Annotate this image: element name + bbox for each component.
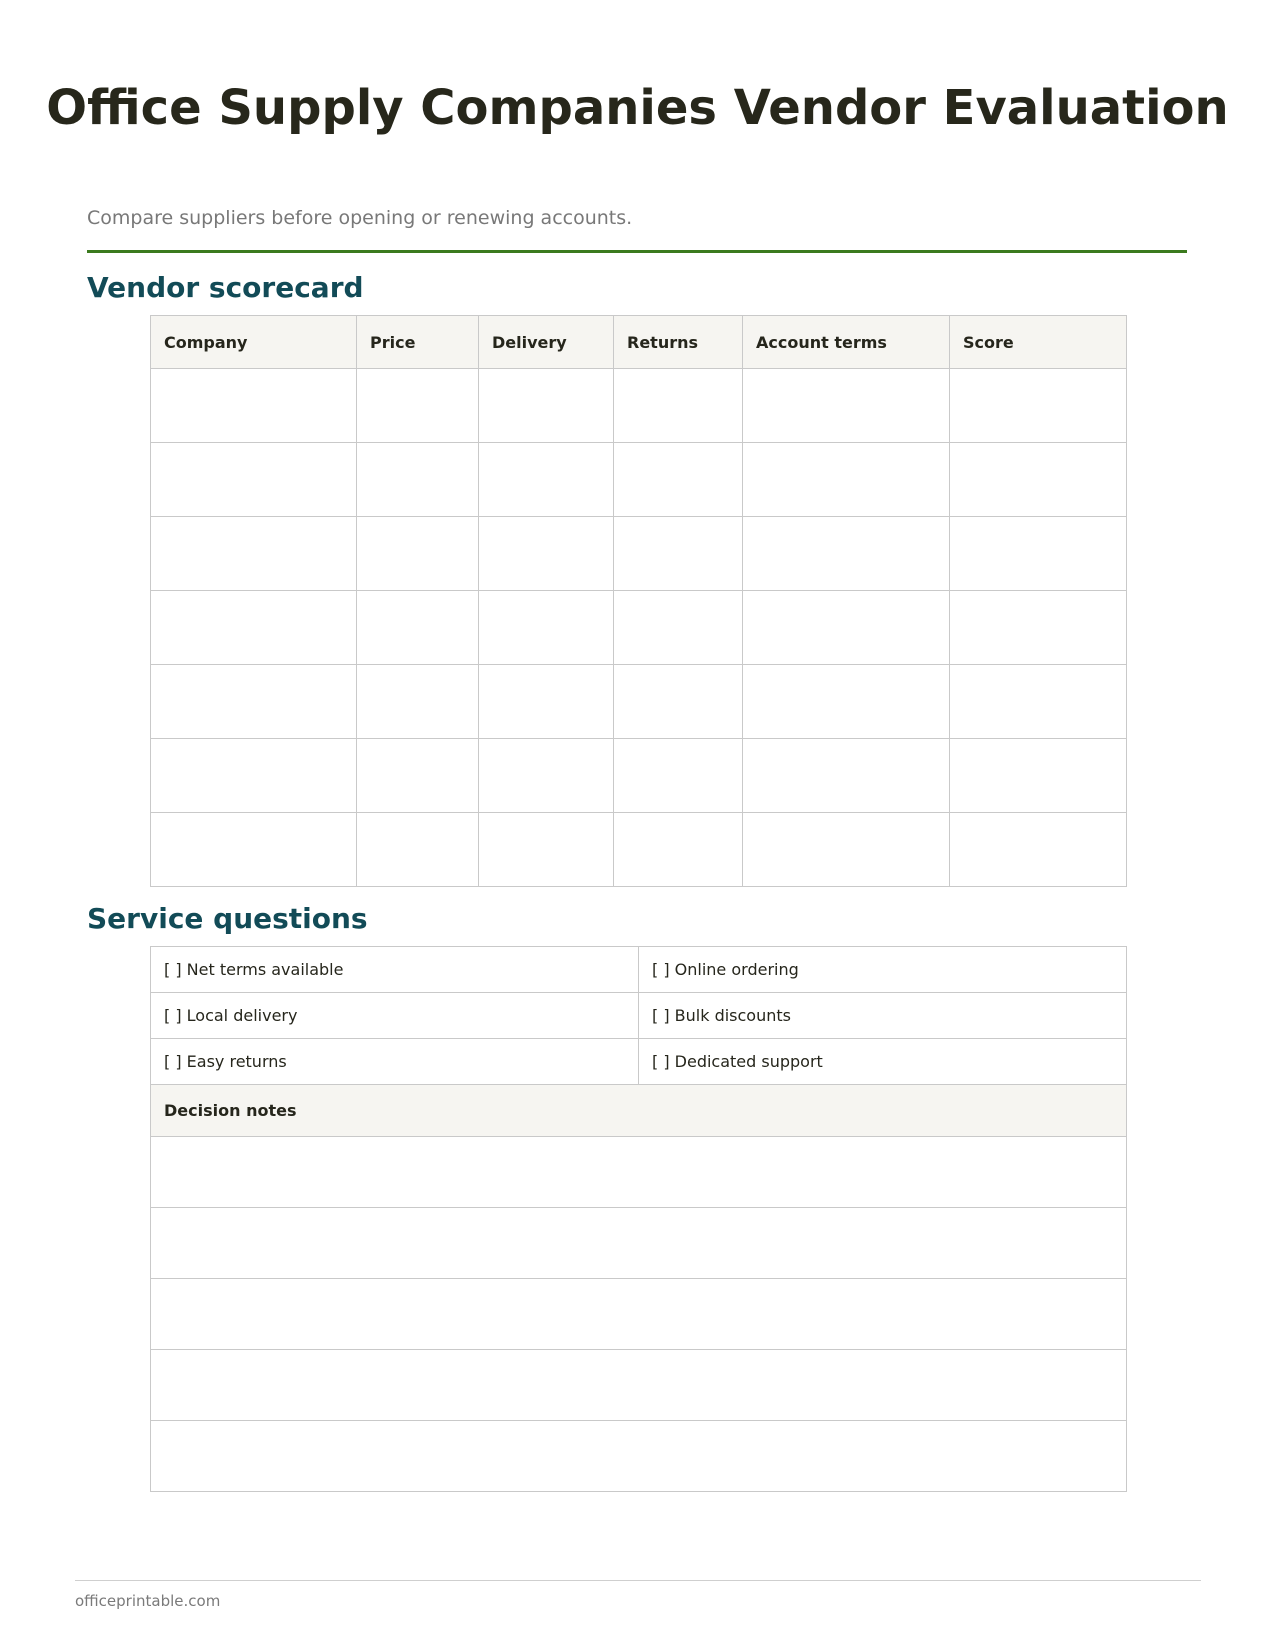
- scorecard-cell[interactable]: [479, 739, 614, 813]
- scorecard-cell[interactable]: [479, 813, 614, 887]
- scorecard-cell[interactable]: [151, 369, 357, 443]
- service-body: [151, 947, 1127, 1492]
- decision-note-line[interactable]: [151, 1279, 1127, 1350]
- scorecard-cell[interactable]: [950, 443, 1127, 517]
- vendor-scorecard-table: [150, 315, 1127, 887]
- page-title: Office Supply Companies Vendor Evaluation: [46, 80, 1229, 136]
- scorecard-cell[interactable]: [614, 517, 743, 591]
- scorecard-cell[interactable]: [614, 369, 743, 443]
- decision-notes-header-row: [151, 1085, 1127, 1137]
- scorecard-cell[interactable]: [479, 665, 614, 739]
- footer-divider: [75, 1580, 1201, 1581]
- scorecard-cell[interactable]: [357, 739, 479, 813]
- scorecard-row: [151, 369, 1127, 443]
- scorecard-cell[interactable]: [950, 813, 1127, 887]
- scorecard-cell[interactable]: [357, 443, 479, 517]
- scorecard-row: [151, 443, 1127, 517]
- scorecard-cell[interactable]: [151, 517, 357, 591]
- scorecard-cell[interactable]: [357, 591, 479, 665]
- column-header-delivery: Delivery: [479, 316, 614, 369]
- checklist-item-net-terms[interactable]: [ ] Net terms available: [151, 947, 639, 993]
- scorecard-cell[interactable]: [479, 517, 614, 591]
- decision-note-row: [151, 1137, 1127, 1208]
- scorecard-cell[interactable]: [950, 591, 1127, 665]
- checklist-row: [151, 947, 1127, 993]
- scorecard-body: [151, 369, 1127, 887]
- checklist-item-dedicated-support[interactable]: [ ] Dedicated support: [639, 1039, 1127, 1085]
- scorecard-heading: Vendor scorecard: [87, 271, 364, 304]
- scorecard-cell[interactable]: [614, 813, 743, 887]
- decision-note-line[interactable]: [151, 1137, 1127, 1208]
- service-heading: Service questions: [87, 902, 368, 935]
- scorecard-cell[interactable]: [614, 739, 743, 813]
- column-header-price: Price: [357, 316, 479, 369]
- decision-notes-label: Decision notes: [151, 1085, 1127, 1137]
- scorecard-row: [151, 591, 1127, 665]
- scorecard-cell[interactable]: [950, 739, 1127, 813]
- column-header-company: Company: [151, 316, 357, 369]
- checklist-row: [151, 993, 1127, 1039]
- scorecard-cell[interactable]: [950, 665, 1127, 739]
- scorecard-cell[interactable]: [743, 443, 950, 517]
- scorecard-header-row: [151, 316, 1127, 369]
- footer-site[interactable]: officeprintable.com: [75, 1592, 221, 1610]
- scorecard-cell[interactable]: [743, 739, 950, 813]
- column-header-account-terms: Account terms: [743, 316, 950, 369]
- decision-note-row: [151, 1350, 1127, 1421]
- page-subtitle: Compare suppliers before opening or renewing accounts.: [87, 207, 633, 229]
- scorecard-cell[interactable]: [950, 369, 1127, 443]
- scorecard-row: [151, 665, 1127, 739]
- title-divider: [87, 250, 1187, 253]
- column-header-score: Score: [950, 316, 1127, 369]
- scorecard-cell[interactable]: [950, 517, 1127, 591]
- scorecard-cell[interactable]: [614, 443, 743, 517]
- scorecard-cell[interactable]: [479, 591, 614, 665]
- scorecard-cell[interactable]: [479, 443, 614, 517]
- checklist-item-online-ordering[interactable]: [ ] Online ordering: [639, 947, 1127, 993]
- scorecard-cell[interactable]: [479, 369, 614, 443]
- scorecard-cell[interactable]: [614, 591, 743, 665]
- scorecard-cell[interactable]: [743, 591, 950, 665]
- scorecard-cell[interactable]: [151, 591, 357, 665]
- decision-note-row: [151, 1208, 1127, 1279]
- scorecard-cell[interactable]: [357, 517, 479, 591]
- scorecard-cell[interactable]: [743, 369, 950, 443]
- decision-note-line[interactable]: [151, 1350, 1127, 1421]
- scorecard-cell[interactable]: [614, 665, 743, 739]
- scorecard-cell[interactable]: [357, 813, 479, 887]
- scorecard-row: [151, 813, 1127, 887]
- scorecard-cell[interactable]: [743, 665, 950, 739]
- decision-note-row: [151, 1279, 1127, 1350]
- scorecard-cell[interactable]: [743, 813, 950, 887]
- scorecard-cell[interactable]: [151, 443, 357, 517]
- scorecard-cell[interactable]: [151, 813, 357, 887]
- checklist-item-easy-returns[interactable]: [ ] Easy returns: [151, 1039, 639, 1085]
- scorecard-cell[interactable]: [357, 665, 479, 739]
- decision-note-row: [151, 1421, 1127, 1492]
- column-header-returns: Returns: [614, 316, 743, 369]
- decision-note-line[interactable]: [151, 1421, 1127, 1492]
- scorecard-cell[interactable]: [743, 517, 950, 591]
- scorecard-row: [151, 517, 1127, 591]
- service-questions-table: [150, 946, 1127, 1492]
- checklist-item-local-delivery[interactable]: [ ] Local delivery: [151, 993, 639, 1039]
- checklist-row: [151, 1039, 1127, 1085]
- scorecard-cell[interactable]: [151, 665, 357, 739]
- scorecard-cell[interactable]: [151, 739, 357, 813]
- scorecard-row: [151, 739, 1127, 813]
- decision-note-line[interactable]: [151, 1208, 1127, 1279]
- checklist-item-bulk-discounts[interactable]: [ ] Bulk discounts: [639, 993, 1127, 1039]
- scorecard-cell[interactable]: [357, 369, 479, 443]
